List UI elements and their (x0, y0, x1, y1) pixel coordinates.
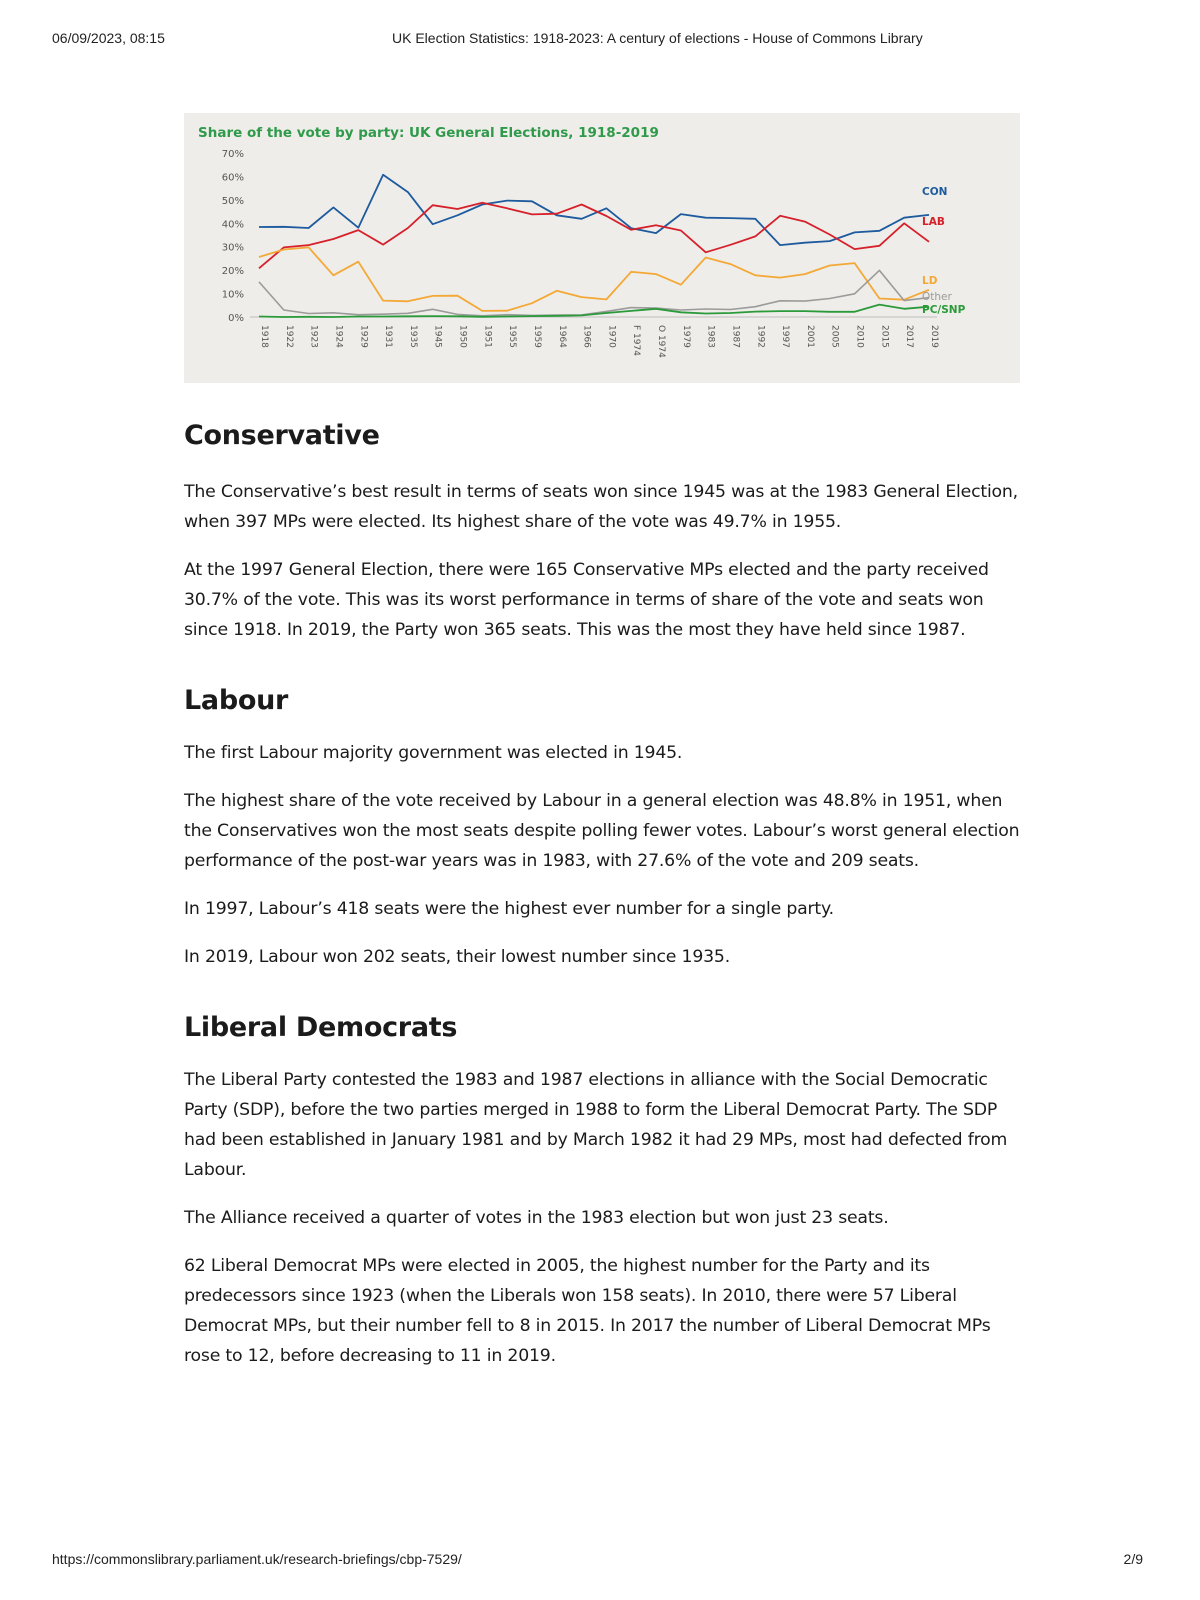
y-tick-label: 20% (221, 266, 244, 278)
x-tick-label: 1931 (383, 325, 394, 348)
heading-labour: Labour (184, 685, 289, 716)
y-tick-label: 50% (221, 195, 244, 207)
x-tick-label: 1929 (358, 325, 369, 348)
y-tick-label: 0% (228, 313, 244, 324)
legend-label-lab: LAB (922, 216, 945, 228)
series-lines (259, 175, 929, 317)
heading-conservative: Conservative (184, 420, 380, 451)
vote-share-chart (184, 113, 1020, 383)
print-page-number: 2/9 (1123, 1551, 1143, 1567)
x-tick-label: 1966 (581, 325, 592, 348)
x-tick-label: 1935 (407, 325, 418, 348)
paragraph: The Alliance received a quarter of votes in the 1983 election but won just 23 seats. (184, 1208, 889, 1228)
x-tick-label: 1918 (259, 325, 269, 348)
x-tick-label: F 1974 (631, 325, 642, 356)
legend-label-con: CON (922, 186, 948, 198)
y-tick-label: 60% (221, 172, 244, 184)
chart-title: Share of the vote by party: UK General Elections, 1918-2019 (198, 125, 659, 141)
x-tick-label: 1983 (705, 325, 716, 348)
series-line-lab (259, 203, 929, 269)
paragraph: The Liberal Party contested the 1983 and 1987 elections in alliance with the Social Democratic Party (SDP), before the two parties merged in 1988 to form the Liberal Democrat Party. The SDP had been established in January 1981 and by March 1982 it had 29 MPs, most had defected from Labour. (184, 1070, 1008, 1180)
x-tick-label: 2005 (829, 325, 840, 348)
x-tick-label: 2019 (929, 325, 939, 348)
x-tick-label: 1955 (507, 325, 518, 348)
x-tick-label: 1924 (333, 325, 344, 348)
paragraph: The first Labour majority government was elected in 1945. (184, 743, 683, 763)
paragraph: In 1997, Labour’s 418 seats were the highest ever number for a single party. (184, 899, 834, 919)
x-tick-label: O 1974 (656, 325, 667, 358)
legend-label-ld: LD (922, 275, 938, 287)
print-page-title: UK Election Statistics: 1918-2023: A century of elections - House of Commons Library (392, 30, 923, 46)
paragraph: At the 1997 General Election, there were 165 Conservative MPs elected and the party received 30.7% of the vote. This was its worst performance in terms of share of the vote and seats won since 1918. In 2019, the Party won 365 seats. This was the most they have held since 1987. (184, 560, 989, 640)
x-tick-label: 1945 (432, 325, 443, 348)
print-datetime: 06/09/2023, 08:15 (52, 30, 165, 46)
x-tick-label: 2001 (804, 325, 815, 348)
article-content (184, 420, 1020, 1389)
x-tick-label: 1979 (680, 325, 691, 348)
x-tick-label: 1992 (755, 325, 766, 348)
x-tick-label: 2017 (904, 325, 915, 348)
vote-share-chart-svg (184, 113, 1020, 383)
y-tick-label: 70% (221, 149, 244, 160)
y-tick-label: 40% (221, 219, 244, 231)
x-tick-label: 1970 (606, 325, 617, 348)
y-tick-label: 10% (221, 289, 244, 301)
x-tick-label: 1923 (308, 325, 319, 348)
legend-label-other: Other (922, 291, 952, 303)
paragraph: In 2019, Labour won 202 seats, their lowest number since 1935. (184, 947, 731, 967)
x-axis (259, 325, 939, 358)
series-line-ld (259, 247, 929, 311)
x-tick-label: 2010 (854, 325, 865, 348)
y-tick-label: 30% (221, 242, 244, 254)
x-tick-label: 1987 (730, 325, 741, 348)
heading-liberal-democrats: Liberal Democrats (184, 1012, 458, 1043)
paragraph: The highest share of the vote received by Labour in a general election was 48.8% in 1951, when the Conservatives won the most seats despite polling fewer votes. Labour’s worst general election performance of the post-war years was in 1983, with 27.6% of the vote and 209 seats. (184, 791, 1020, 871)
x-tick-label: 1997 (780, 325, 791, 348)
legend-label-pcsnp: PC/SNP (922, 304, 966, 316)
paragraph: The Conservative’s best result in terms of seats won since 1945 was at the 1983 General Election, when 397 MPs were elected. Its highest share of the vote was 49.7% in 1955. (184, 482, 1018, 532)
x-tick-label: 1950 (457, 325, 468, 348)
print-url: https://commonslibrary.parliament.uk/research-briefings/cbp-7529/ (52, 1551, 462, 1567)
x-tick-label: 1951 (482, 325, 493, 348)
paragraph: 62 Liberal Democrat MPs were elected in 2005, the highest number for the Party and its predecessors since 1923 (when the Liberals won 158 seats). In 2010, there were 57 Liberal Democrat MPs, but their number fell to 8 in 2015. In 2017 the number of Liberal Democrat MPs rose to 12, before decreasing to 11 in 2019. (184, 1256, 991, 1366)
x-tick-label: 1922 (283, 325, 294, 348)
series-line-other (259, 270, 929, 315)
x-tick-label: 1964 (556, 325, 567, 348)
legend (922, 186, 966, 316)
x-tick-label: 1959 (531, 325, 542, 348)
x-tick-label: 2015 (879, 325, 890, 348)
